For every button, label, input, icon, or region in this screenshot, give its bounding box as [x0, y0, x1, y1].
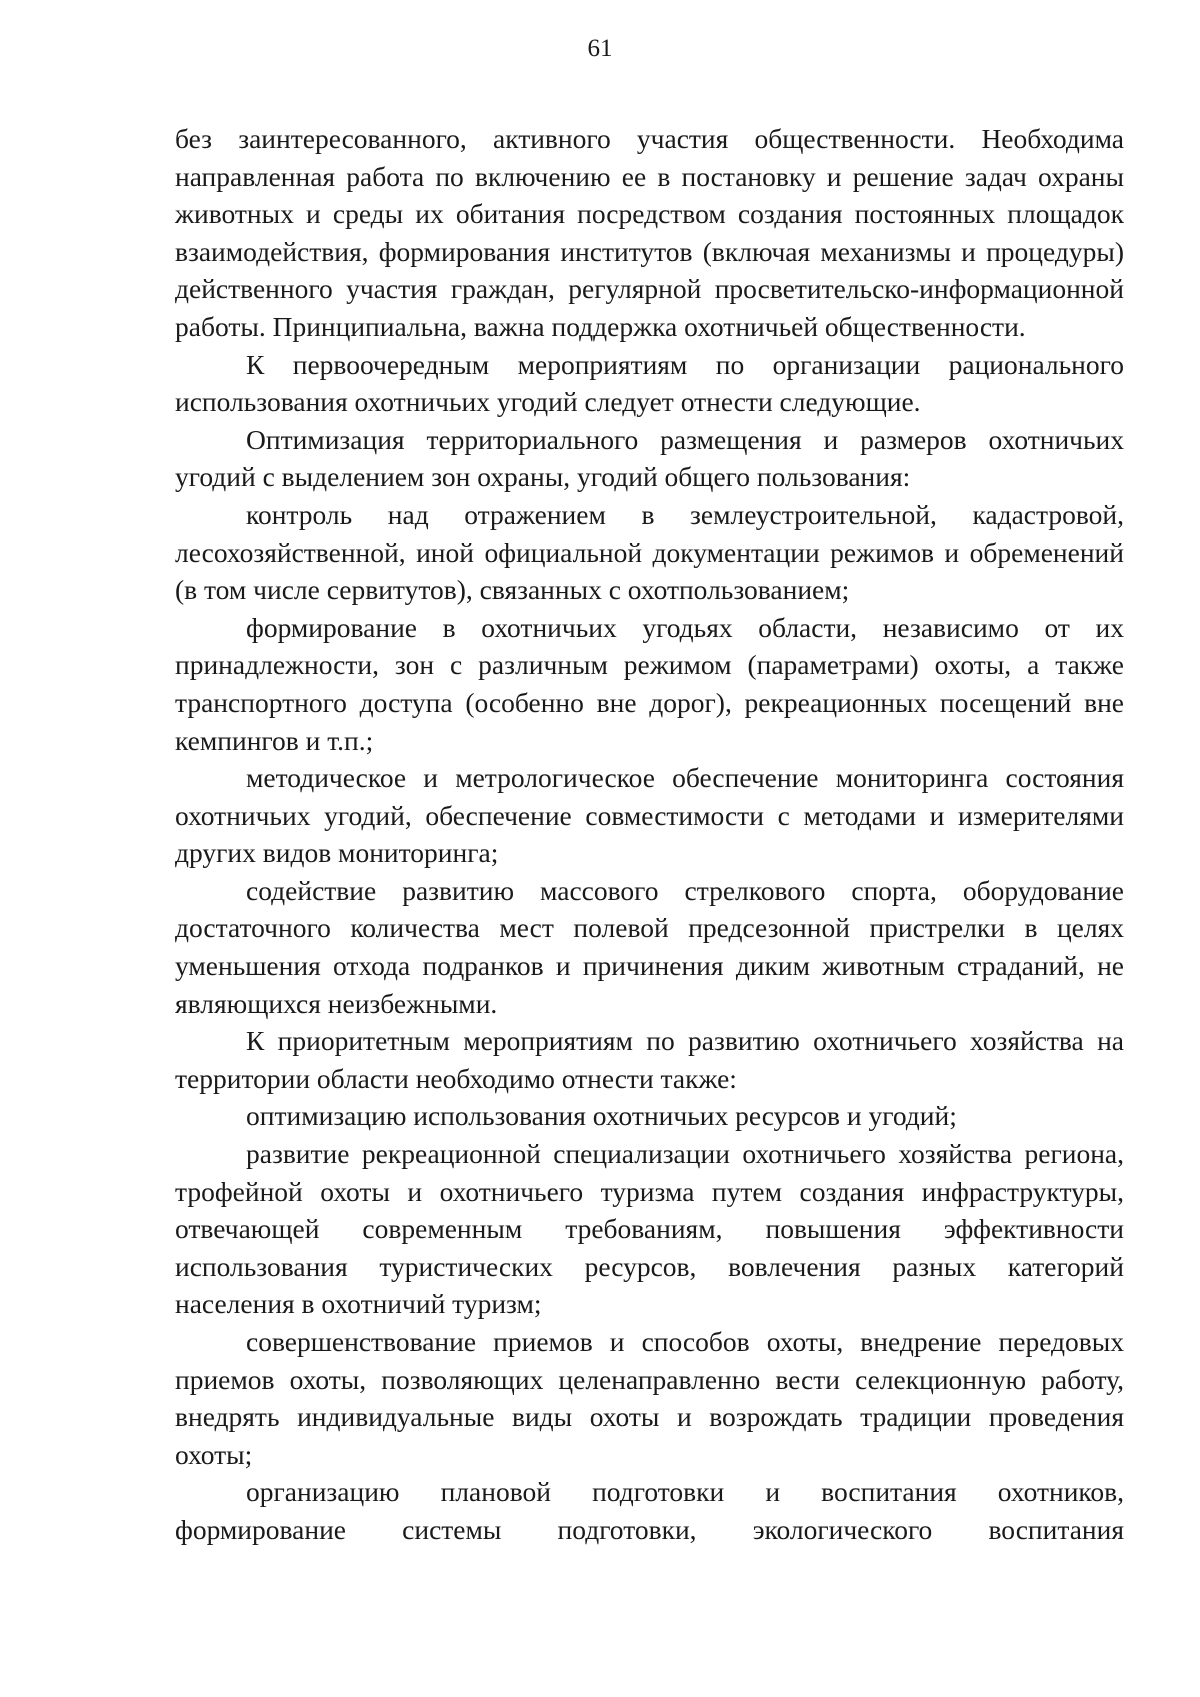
document-body	[175, 120, 1124, 1549]
list-item: контроль над отражением в землеустроительной, кадастровой, лесохозяйственной, иной официальной документации режимов и обременений (в том числе сервитутов), связанных с охотпользованием;	[175, 498, 1124, 606]
list-item: развитие рекреационной специализации охотничьего хозяйства региона, трофейной охоты и охотничьего туризма путем создания инфраструктуры, отвечающей современным требованиям, повышения эффективности использования туристических ресурсов, вовлечения разных категорий населения в охотничий туризм;	[175, 1138, 1124, 1320]
list-item: формирование в охотничьих угодьях области, независимо от их принадлежности, зон с различным режимом (параметрами) охоты, а также транспортного доступа (особенно вне дорог), рекреационных посещений вне кемпингов и т.п.;	[175, 611, 1124, 756]
paragraph: К приоритетным мероприятиям по развитию охотничьего хозяйства на территории области необходимо отнести также:	[175, 1025, 1124, 1094]
list-item: оптимизацию использования охотничьих ресурсов и угодий;	[246, 1100, 957, 1132]
paragraph: без заинтересованного, активного участия общественности. Необходима направленная работа по включению ее в постановку и решение задач охраны животных и среды их обитания посредством создания постоянных площадок взаимодействия, формирования институтов (включая механизмы и процедуры) действенного участия граждан, регулярной просветительско-информационной работы. Принципиальна, важна поддержка охотничьей общественности.	[175, 123, 1124, 342]
page-number: 61	[587, 35, 613, 62]
paragraph: Оптимизация территориального размещения и размеров охотничьих угодий с выделением зон охраны, угодий общего пользования:	[175, 423, 1124, 493]
list-item: содействие развитию массового стрелкового спорта, оборудование достаточного количества мест полевой предсезонной пристрелки в целях уменьшения отхода подранков и причинения диким животным страданий, не являющихся неизбежными.	[175, 874, 1124, 1019]
paragraph: К первоочередным мероприятиям по организации рационального использования охотничьих угодий следует отнести следующие.	[175, 348, 1124, 418]
list-item: организацию плановой подготовки и воспитания охотников, формирование системы подготовки, экологического воспитания	[175, 1476, 1124, 1545]
list-item: методическое и метрологическое обеспечение мониторинга состояния охотничьих угодий, обеспечение совместимости с методами и измерителями других видов мониторинга;	[175, 762, 1124, 869]
list-item: совершенствование приемов и способов охоты, внедрение передовых приемов охоты, позволяющих целенаправленно вести селекционную работу, внедрять индивидуальные виды охоты и возрождать традиции проведения охоты;	[175, 1326, 1124, 1470]
